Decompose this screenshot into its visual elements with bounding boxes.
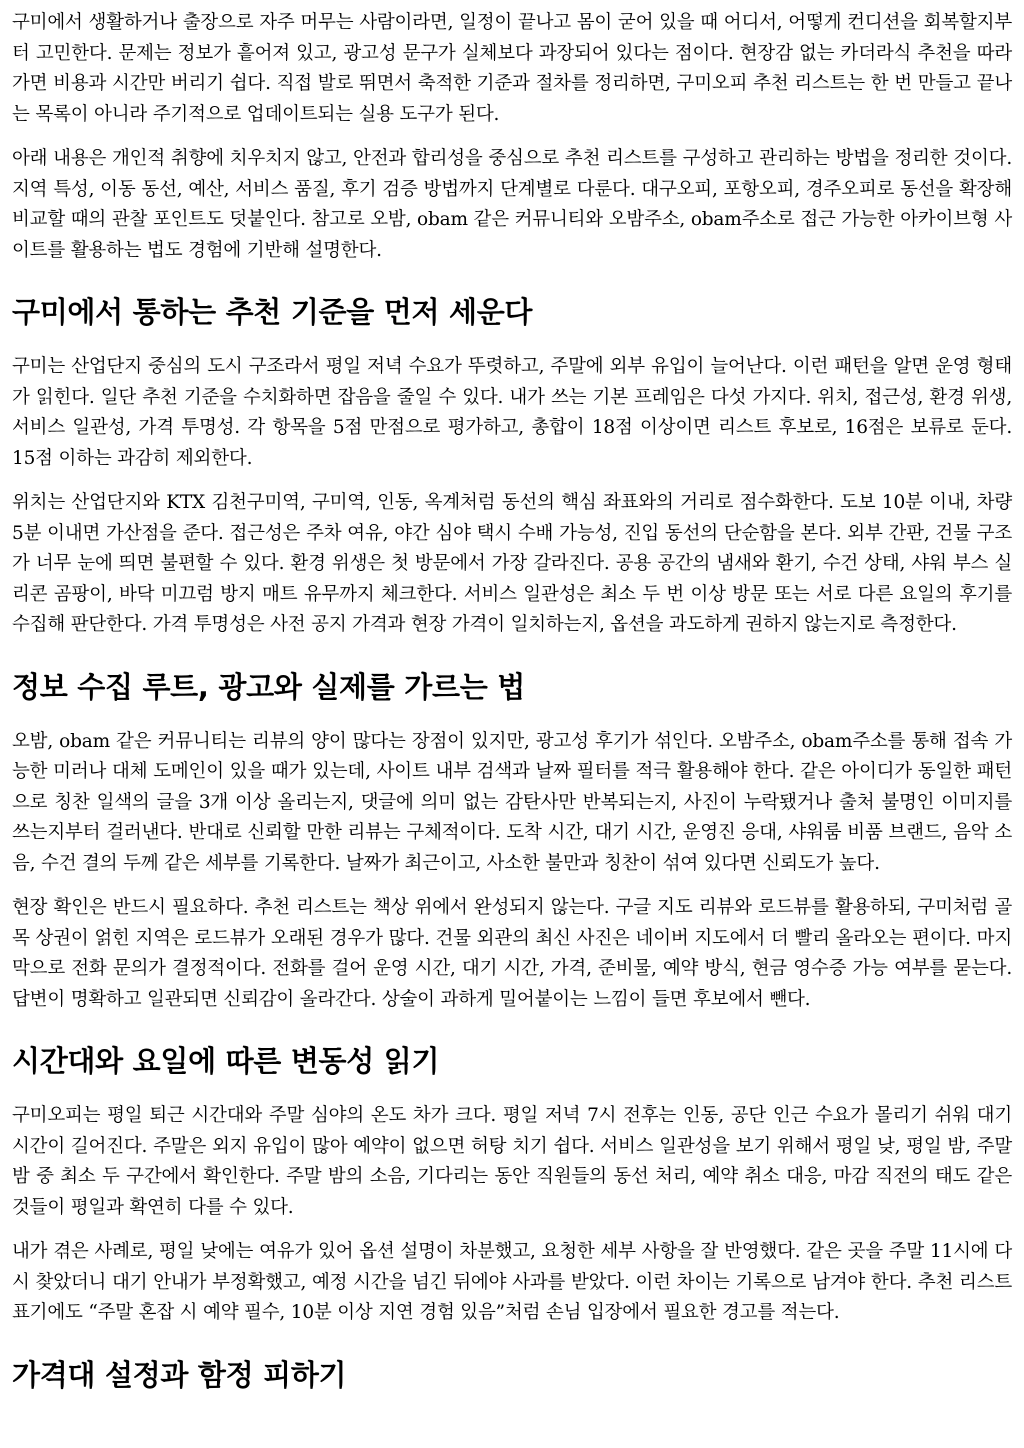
section-heading-criteria: 구미에서 통하는 추천 기준을 먼저 세운다	[12, 295, 533, 329]
intro-paragraph-1: 구미에서 생활하거나 출장으로 자주 머무는 사람이라면, 일정이 끝나고 몸이 굳어 있을 때 어디서, 어떻게 컨디션을 회복할지부터 고민한다. 문제는 정보가 흩어져 있고, 광고성 문구가 실체보다 과장되어 있다는 점이다. 현장감 없는 카더라식 추천을 따라가면 비용과 시간만 버리기 쉽다. 직접 발로 뛰면서 축적한 기준과 절차를 정리하면, 구미오피 추천 리스트는 한 번 만들고 끝나는 목록이 아니라 주기적으로 업데이트되는 실용 도구가 된다.	[12, 12, 1012, 125]
criteria-paragraph-2: 위치는 산업단지와 KTX 김천구미역, 구미역, 인동, 옥계처럼 동선의 핵심 좌표와의 거리로 점수화한다. 도보 10분 이내, 차량 5분 이내면 가산점을 준다. 접근성은 주차 여유, 야간 심야 택시 수배 가능성, 진입 동선의 단순함을 본다. 외부 간판, 건물 구조가 너무 눈에 띄면 불편할 수 있다. 환경 위생은 첫 방문에서 가장 갈라진다. 공용 공간의 냄새와 환기, 수건 상태, 샤워 부스 실리콘 곰팡이, 바닥 미끄럼 방지 매트 유무까지 체크한다. 서비스 일관성은 최소 두 번 이상 방문 또는 서로 다른 요일의 후기를 수집해 판단한다. 가격 투명성은 사전 공지 가격과 현장 가격이 일치하는지, 옵션을 과도하게 권하지 않는지로 측정한다.	[12, 492, 1012, 635]
info-sources-paragraph-2: 현장 확인은 반드시 필요하다. 추천 리스트는 책상 위에서 완성되지 않는다. 구글 지도 리뷰와 로드뷰를 활용하되, 구미처럼 골목 상권이 얽힌 지역은 로드뷰가 오래된 경우가 많다. 건물 외관의 최신 사진은 네이버 지도에서 더 빨리 올라오는 편이다. 마지막으로 전화 문의가 결정적이다. 전화를 걸어 운영 시간, 대기 시간, 가격, 준비물, 예약 방식, 현금 영수증 가능 여부를 묻는다. 답변이 명확하고 일관되면 신뢰감이 올라간다. 상술이 과하게 밀어붙이는 느낌이 들면 후보에서 뺀다.	[12, 897, 1012, 1010]
time-variability-paragraph-1: 구미오피는 평일 퇴근 시간대와 주말 심야의 온도 차가 크다. 평일 저녁 7시 전후는 인동, 공단 인근 수요가 몰리기 쉬워 대기 시간이 길어진다. 주말은 외지 유입이 많아 예약이 없으면 허탕 치기 쉽다. 서비스 일관성을 보기 위해서 평일 낮, 평일 밤, 주말 밤 중 최소 두 구간에서 확인한다. 주말 밤의 소음, 기다리는 동안 직원들의 동선 처리, 예약 취소 대응, 마감 직전의 태도 같은 것들이 평일과 확연히 다를 수 있다.	[12, 1105, 1012, 1218]
section-heading-time-variability: 시간대와 요일에 따른 변동성 읽기	[12, 1044, 440, 1078]
intro-paragraph-2: 아래 내용은 개인적 취향에 치우치지 않고, 안전과 합리성을 중심으로 추천 리스트를 구성하고 관리하는 방법을 정리한 것이다. 지역 특성, 이동 동선, 예산, 서비스 품질, 후기 검증 방법까지 단계별로 다룬다. 대구오피, 포항오피, 경주오피로 동선을 확장해 비교할 때의 관찰 포인트도 덧붙인다. 참고로 오밤, obam 같은 커뮤니티와 오밤주소, obam주소로 접근 가능한 아카이브형 사이트를 활용하는 법도 경험에 기반해 설명한다.	[12, 148, 1012, 261]
criteria-paragraph-1: 구미는 산업단지 중심의 도시 구조라서 평일 저녁 수요가 뚜렷하고, 주말에 외부 유입이 늘어난다. 이런 패턴을 알면 운영 형태가 읽힌다. 일단 추천 기준을 수치화하면 잡음을 줄일 수 있다. 내가 쓰는 기본 프레임은 다섯 가지다. 위치, 접근성, 환경 위생, 서비스 일관성, 가격 투명성. 각 항목을 5점 만점으로 평가하고, 총합이 18점 이상이면 리스트 후보로, 16점은 보류로 둔다. 15점 이하는 과감히 제외한다.	[12, 356, 1012, 469]
info-sources-paragraph-1: 오밤, obam 같은 커뮤니티는 리뷰의 양이 많다는 장점이 있지만, 광고성 후기가 섞인다. 오밤주소, obam주소를 통해 접속 가능한 미러나 대체 도메인이 있을 때가 있는데, 사이트 내부 검색과 날짜 필터를 적극 활용해야 한다. 같은 아이디가 동일한 패턴으로 칭찬 일색의 글을 3개 이상 올리는지, 댓글에 의미 없는 감탄사만 반복되는지, 사진이 누락됐거나 출처 불명인 이미지를 쓰는지부터 걸러낸다. 반대로 신뢰할 만한 리뷰는 구체적이다. 도착 시간, 대기 시간, 운영진 응대, 샤워룸 비품 브랜드, 음악 소음, 수건 결의 두께 같은 세부를 기록한다. 날짜가 최근이고, 사소한 불만과 칭찬이 섞여 있다면 신뢰도가 높다.	[12, 730, 1012, 874]
section-heading-pricing: 가격대 설정과 함정 피하기	[12, 1357, 347, 1392]
time-variability-paragraph-2: 내가 겪은 사례로, 평일 낮에는 여유가 있어 옵션 설명이 차분했고, 요청한 세부 사항을 잘 반영했다. 같은 곳을 주말 11시에 다시 찾았더니 대기 안내가 부정확했고, 예정 시간을 넘긴 뒤에야 사과를 받았다. 이런 차이는 기록으로 남겨야 한다. 추천 리스트 표기에도 “주말 혼잡 시 예약 필수, 10분 이상 지연 경험 있음”처럼 손님 입장에서 필요한 경고를 적는다.	[12, 1241, 1012, 1323]
section-heading-info-sources: 정보 수집 루트, 광고와 실제를 가르는 법	[12, 669, 525, 704]
